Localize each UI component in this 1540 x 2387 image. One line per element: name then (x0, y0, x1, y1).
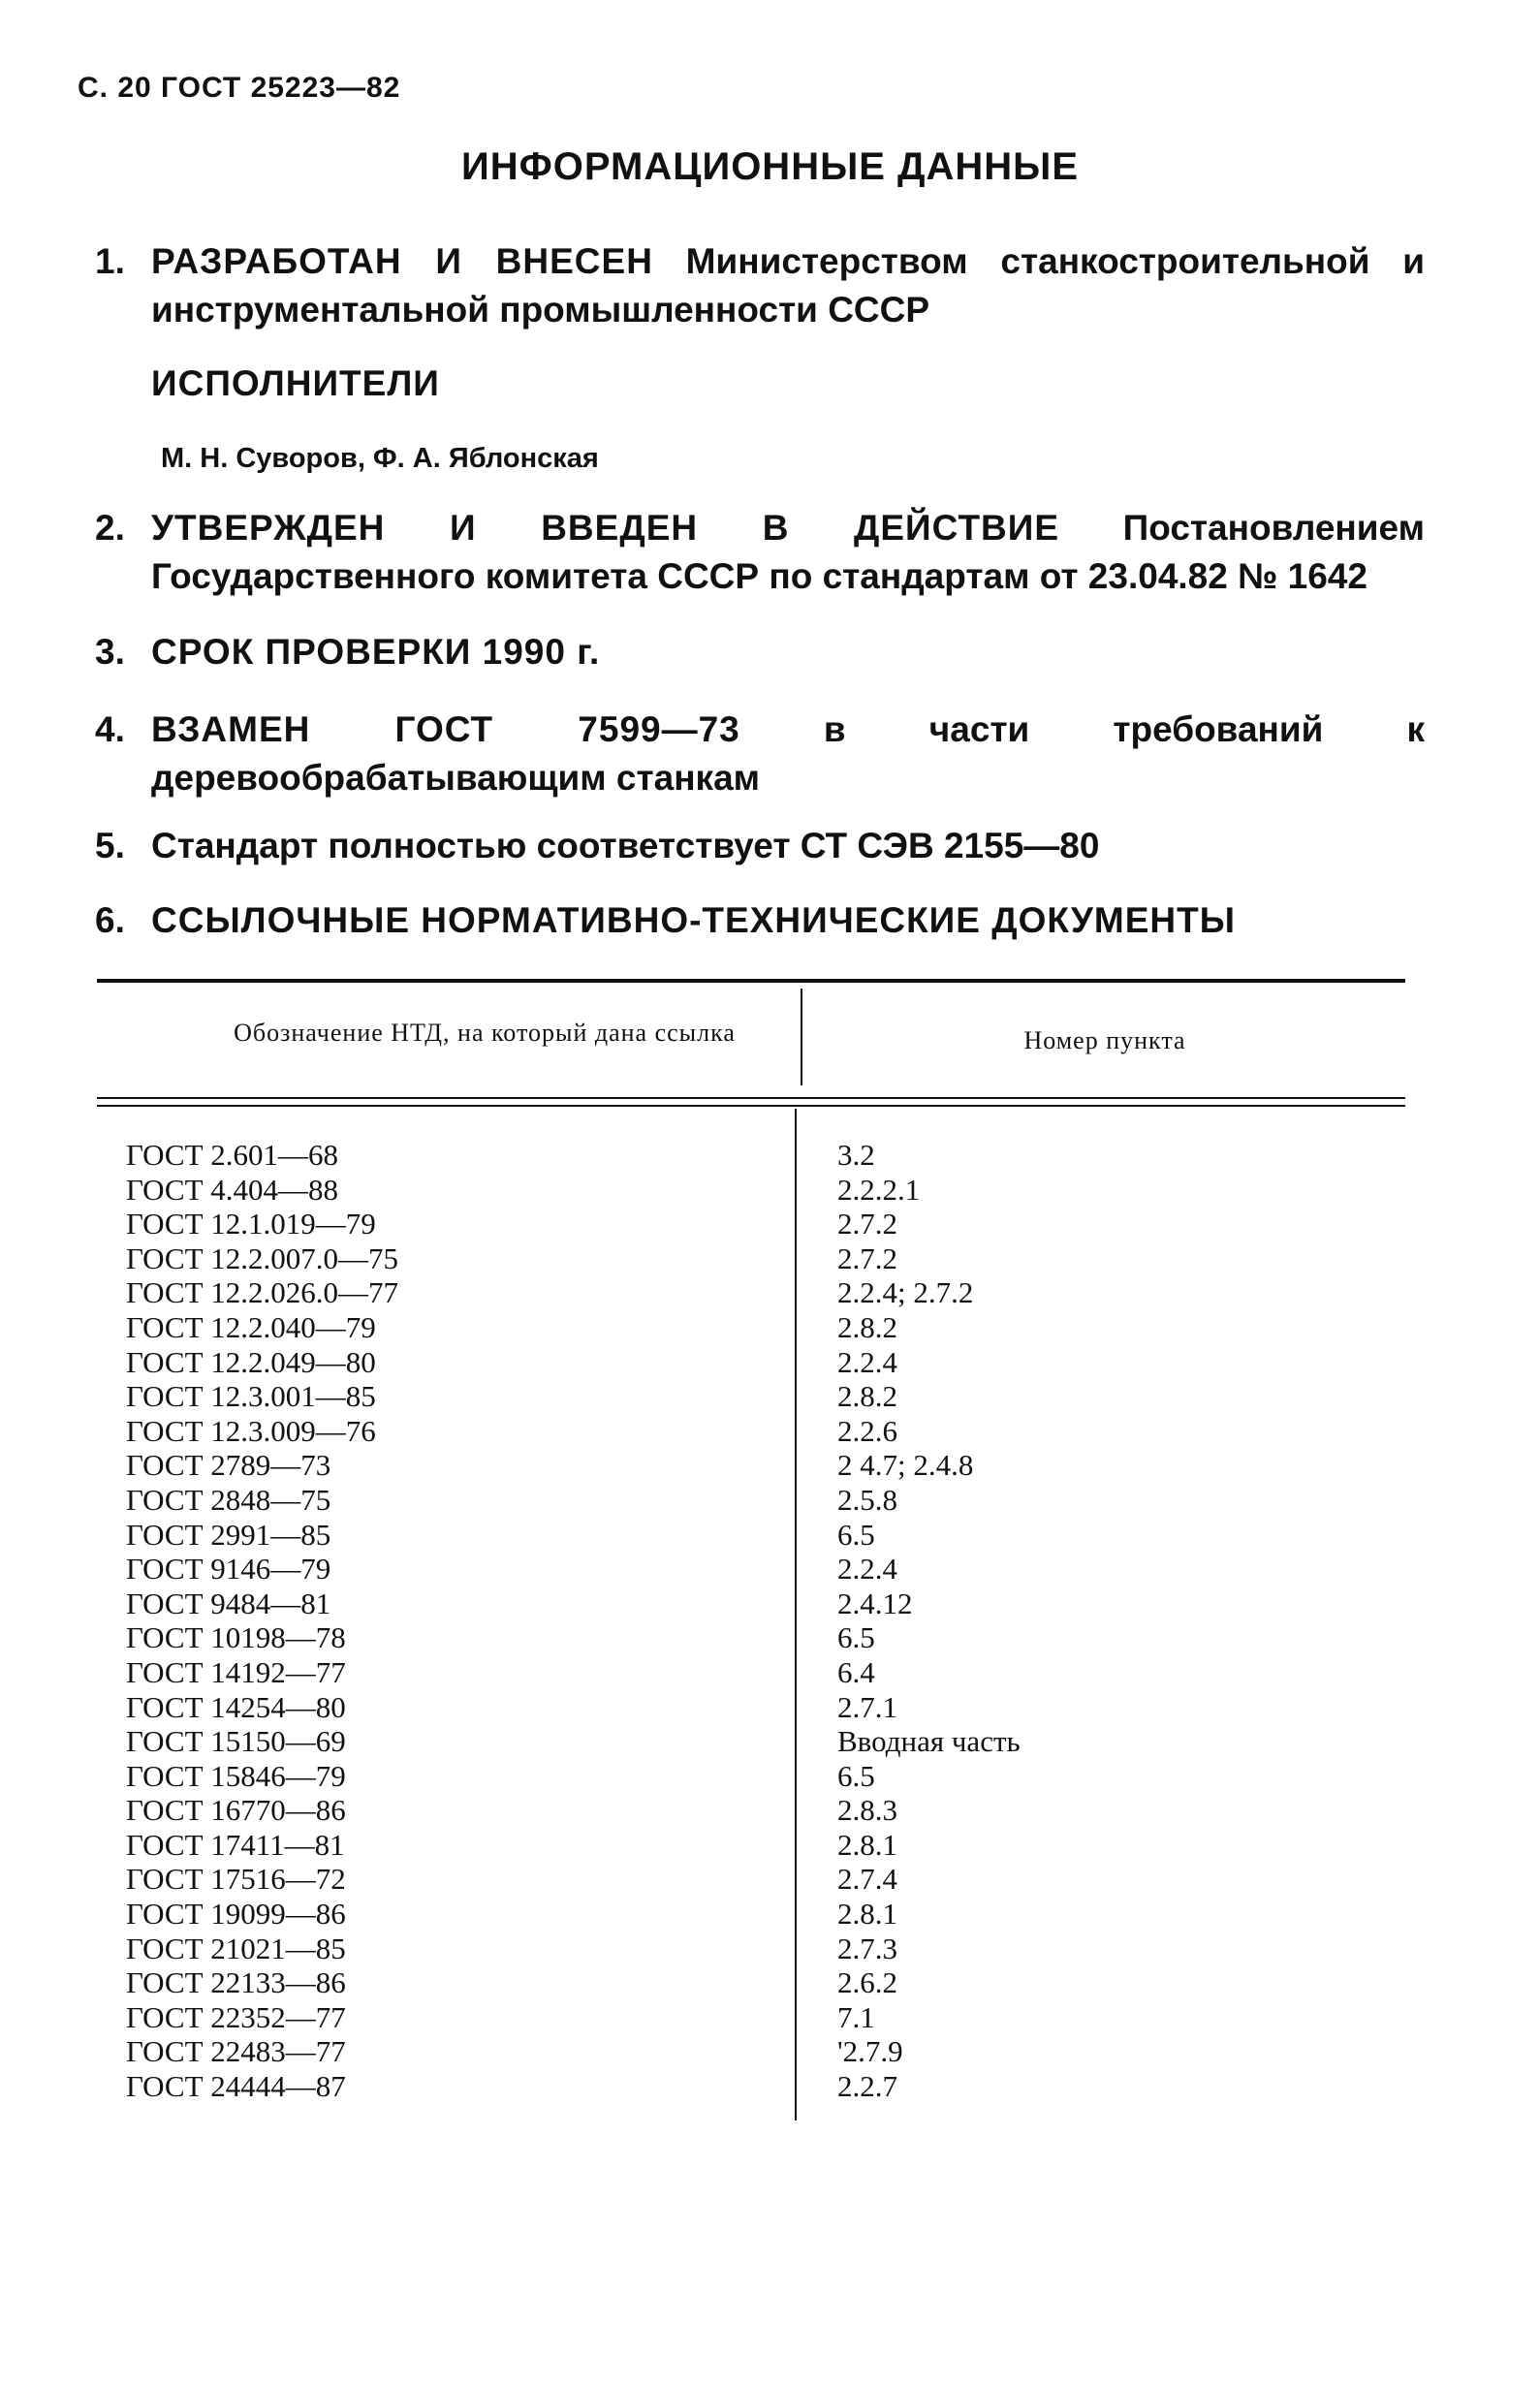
item-lead: УТВЕРЖДЕН И ВВЕДЕН В ДЕЙСТВИЕ (151, 508, 1060, 548)
table-cell-designation: ГОСТ 19099—86 (126, 1897, 346, 1932)
table-cell-designation: ГОСТ 12.2.007.0—75 (126, 1241, 399, 1275)
table-cell-designation: ГОСТ 9146—79 (126, 1552, 331, 1586)
table-cell-clause: 2.2.7 (837, 2069, 897, 2104)
item-number: 4. (95, 709, 125, 749)
table-cell-clause: 2.2.4 (837, 1552, 897, 1586)
item-lead: ССЫЛОЧНЫЕ НОРМАТИВНО-ТЕХНИЧЕСКИЕ ДОКУМЕНТЫ (151, 900, 1236, 940)
item-number: 2. (95, 508, 125, 548)
item-text: Стандарт полностью соответствует СТ СЭВ 2155—80 (151, 826, 1100, 865)
table-cell-designation: ГОСТ 22352—77 (126, 1999, 346, 2034)
info-item-3 (95, 628, 1425, 676)
table-cell-designation: ГОСТ 12.2.049—80 (126, 1344, 376, 1379)
table-cell-designation: ГОСТ 12.2.040—79 (126, 1309, 376, 1344)
table-cell-designation: ГОСТ 21021—85 (126, 1931, 346, 1965)
table-cell-clause: 6.5 (837, 1620, 875, 1655)
table-cell-designation: ГОСТ 16770—86 (126, 1793, 346, 1828)
table-cell-clause: 2.8.1 (837, 1897, 897, 1932)
table-cell-designation: ГОСТ 4.404—88 (126, 1172, 339, 1207)
table-cell-clause: 6.4 (837, 1654, 875, 1689)
table-cell-clause: 7.1 (837, 1999, 875, 2034)
table-header-designation: Обозначение НТД, на который дана ссылка (234, 1019, 736, 1047)
table-cell-designation: ГОСТ 22483—77 (126, 2034, 346, 2069)
table-cell-clause: 6.5 (837, 1758, 875, 1793)
page-header: С. 20 ГОСТ 25223—82 (78, 72, 401, 104)
table-cell-clause: 2.7.1 (837, 1689, 897, 1724)
table-cell-designation: ГОСТ 12.1.019—79 (126, 1207, 376, 1241)
info-item-6 (95, 896, 1425, 945)
table-cell-designation: ГОСТ 17411—81 (126, 1827, 345, 1862)
info-item-5 (95, 822, 1425, 870)
table-cell-designation: ГОСТ 9484—81 (126, 1586, 331, 1620)
item-number: 6. (95, 900, 125, 940)
table-cell-designation: ГОСТ 12.3.001—85 (126, 1379, 376, 1414)
table-cell-clause: 2.2.4; 2.7.2 (837, 1275, 974, 1310)
info-item-2 (95, 504, 1425, 601)
executors-names: М. Н. Суворов, Ф. А. Яблонская (161, 443, 599, 474)
table-cell-designation: ГОСТ 22133—86 (126, 1965, 346, 2000)
item-lead: ВЗАМЕН ГОСТ 7599—73 (151, 709, 740, 749)
table-cell-designation: ГОСТ 15150—69 (126, 1724, 346, 1759)
item-number: 5. (95, 826, 125, 865)
table-cell-clause: 2.2.4 (837, 1344, 897, 1379)
item-text: в части требований к деревообрабатывающим станкам (151, 709, 1426, 798)
table-cell-clause: 2.7.2 (837, 1207, 897, 1241)
table-cell-clause: 2.8.2 (837, 1379, 897, 1414)
item-text: Министерством станкостроительной и инструментальной промышленности СССР (151, 241, 1425, 330)
table-cell-designation: ГОСТ 17516—72 (126, 1862, 346, 1897)
page-title: ИНФОРМАЦИОННЫЕ ДАННЫЕ (460, 145, 1080, 188)
table-cell-clause: 2.8.3 (837, 1793, 897, 1828)
info-item-1 (95, 237, 1425, 334)
table-cell-designation: ГОСТ 10198—78 (126, 1620, 346, 1655)
table-cell-clause: 2.8.2 (837, 1309, 897, 1344)
table-cell-clause: 2.2.6 (837, 1413, 897, 1448)
item-number: 1. (95, 241, 125, 281)
item-lead: СРОК ПРОВЕРКИ 1990 г. (151, 632, 601, 672)
table-column-clause (837, 1138, 1021, 2104)
table-cell-clause: 3.2 (837, 1138, 875, 1172)
table-cell-designation: ГОСТ 2.601—68 (126, 1138, 339, 1172)
table-cell-designation: ГОСТ 12.3.009—76 (126, 1413, 376, 1448)
table-column-designation (126, 1138, 398, 2104)
table-cell-designation: ГОСТ 15846—79 (126, 1758, 346, 1793)
table-cell-clause: 6.5 (837, 1517, 875, 1552)
table-cell-designation: ГОСТ 14254—80 (126, 1689, 346, 1724)
table-cell-clause: 2.5.8 (837, 1482, 897, 1517)
executors-heading: ИСПОЛНИТЕЛИ (151, 363, 440, 403)
table-cell-designation: ГОСТ 12.2.026.0—77 (126, 1275, 399, 1310)
table-cell-clause: 2.6.2 (837, 1965, 897, 2000)
table-cell-clause: Вводная часть (837, 1724, 1021, 1759)
table-header-clause: Номер пункта (1023, 1026, 1186, 1054)
item-lead: РАЗРАБОТАН И ВНЕСЕН (151, 241, 653, 281)
table-cell-clause: 2.7.3 (837, 1931, 897, 1965)
info-item-4 (95, 706, 1425, 802)
table-header-divider (801, 989, 802, 1085)
table-header-rule-double (97, 1105, 1405, 1107)
table-column-divider (795, 1109, 797, 2120)
table-top-rule (97, 979, 1405, 983)
table-cell-clause: '2.7.9 (837, 2034, 903, 2069)
table-cell-clause: 2.2.2.1 (837, 1172, 921, 1207)
table-cell-designation: ГОСТ 2789—73 (126, 1448, 331, 1483)
table-cell-designation: ГОСТ 14192—77 (126, 1654, 346, 1689)
item-text: Постановлением Государственного комитета СССР по стандартам от 23.04.82 № 1642 (151, 508, 1425, 596)
table-cell-designation: ГОСТ 2848—75 (126, 1482, 331, 1517)
table-cell-clause: 2 4.7; 2.4.8 (837, 1448, 974, 1483)
table-cell-clause: 2.7.4 (837, 1862, 897, 1897)
table-cell-designation: ГОСТ 24444—87 (126, 2069, 346, 2104)
table-header-rule (97, 1097, 1405, 1099)
item-number: 3. (95, 632, 125, 672)
table-cell-designation: ГОСТ 2991—85 (126, 1517, 331, 1552)
table-cell-clause: 2.8.1 (837, 1827, 897, 1862)
table-cell-clause: 2.7.2 (837, 1241, 897, 1275)
table-cell-clause: 2.4.12 (837, 1586, 913, 1620)
